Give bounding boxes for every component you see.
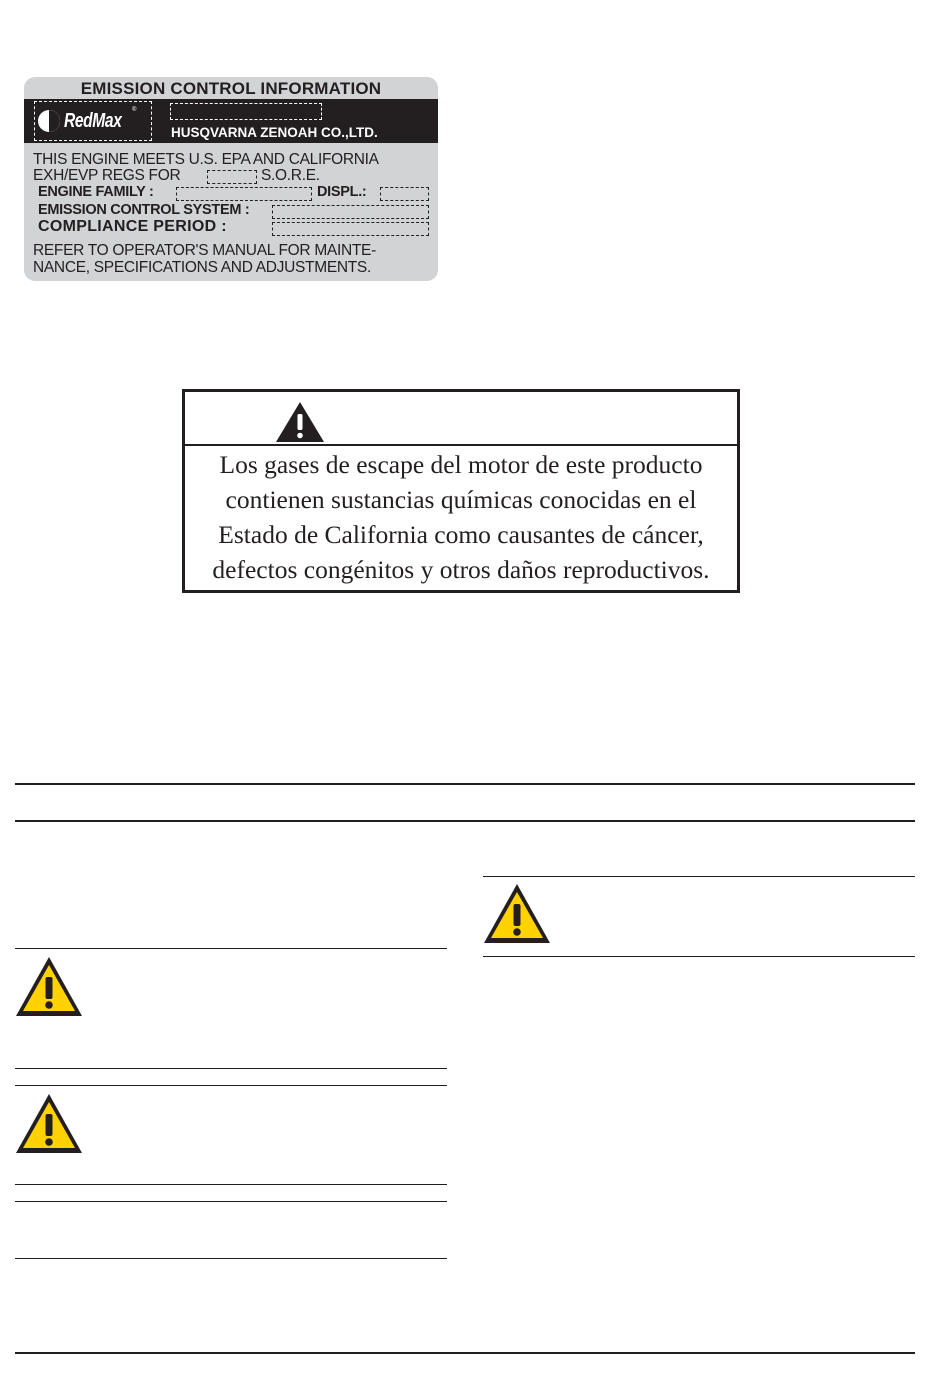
- left-warning-1-rule-top: [15, 948, 447, 949]
- engine-family-field: [176, 187, 312, 201]
- regs-field: [207, 170, 257, 184]
- label-line-2a: EXH/EVP REGS FOR: [33, 167, 181, 184]
- warning-icon-left-2: [14, 1092, 84, 1156]
- refer-line-2: NANCE, SPECIFICATIONS AND ADJUSTMENTS.: [33, 259, 371, 276]
- registered-mark: ®: [132, 107, 137, 113]
- warning-triangle-icon: [275, 401, 325, 443]
- label-brand-band: [24, 99, 438, 143]
- warning-header: [185, 392, 737, 446]
- section-rule-top: [15, 783, 915, 785]
- left-note-rule-top: [15, 1201, 447, 1202]
- emission-control-label: [24, 77, 438, 281]
- emission-system-field: [272, 205, 429, 219]
- right-warning-rule-bottom: [483, 956, 915, 957]
- refer-line-1: REFER TO OPERATOR'S MANUAL FOR MAINTE-: [33, 242, 376, 259]
- left-warning-2-rule-bottom: [15, 1184, 447, 1185]
- label-title: EMISSION CONTROL INFORMATION: [80, 79, 382, 98]
- engine-family-label: ENGINE FAMILY :: [38, 184, 154, 200]
- warning-text: [185, 447, 737, 587]
- warning-line: defectos congénitos y otros daños reproductivos.: [212, 555, 710, 584]
- warning-icon-left-1: [14, 955, 84, 1019]
- redmax-logo-icon: [38, 110, 60, 132]
- label-line-1: THIS ENGINE MEETS U.S. EPA AND CALIFORNIA: [33, 151, 379, 168]
- company-name: HUSQVARNA ZENOAH CO.,LTD.: [171, 125, 378, 140]
- warning-icon-right: [482, 882, 552, 946]
- compliance-field: [272, 222, 429, 236]
- compliance-label: COMPLIANCE PERIOD :: [38, 218, 227, 235]
- footer-rule: [15, 1352, 915, 1354]
- model-name-field: [170, 103, 322, 120]
- warning-line: contienen sustancias químicas conocidas en el: [225, 485, 697, 514]
- warning-line: Los gases de escape del motor de este producto: [219, 450, 703, 479]
- emission-system-label: EMISSION CONTROL SYSTEM :: [38, 202, 250, 218]
- right-warning-rule-top: [483, 876, 915, 877]
- warning-line: Estado de California como causantes de cáncer,: [218, 520, 704, 549]
- displ-label: DISPL.:: [317, 184, 367, 200]
- left-warning-1-rule-bottom: [15, 1068, 447, 1069]
- left-warning-2-rule-top: [15, 1085, 447, 1086]
- redmax-logo: [34, 101, 152, 141]
- label-line-2b: S.O.R.E.: [261, 167, 320, 184]
- section-rule-bottom: [15, 820, 915, 822]
- left-note-rule-bottom: [15, 1258, 447, 1259]
- california-warning-box: [182, 389, 740, 593]
- displ-field: [380, 187, 429, 201]
- brand-name: RedMax: [64, 110, 122, 132]
